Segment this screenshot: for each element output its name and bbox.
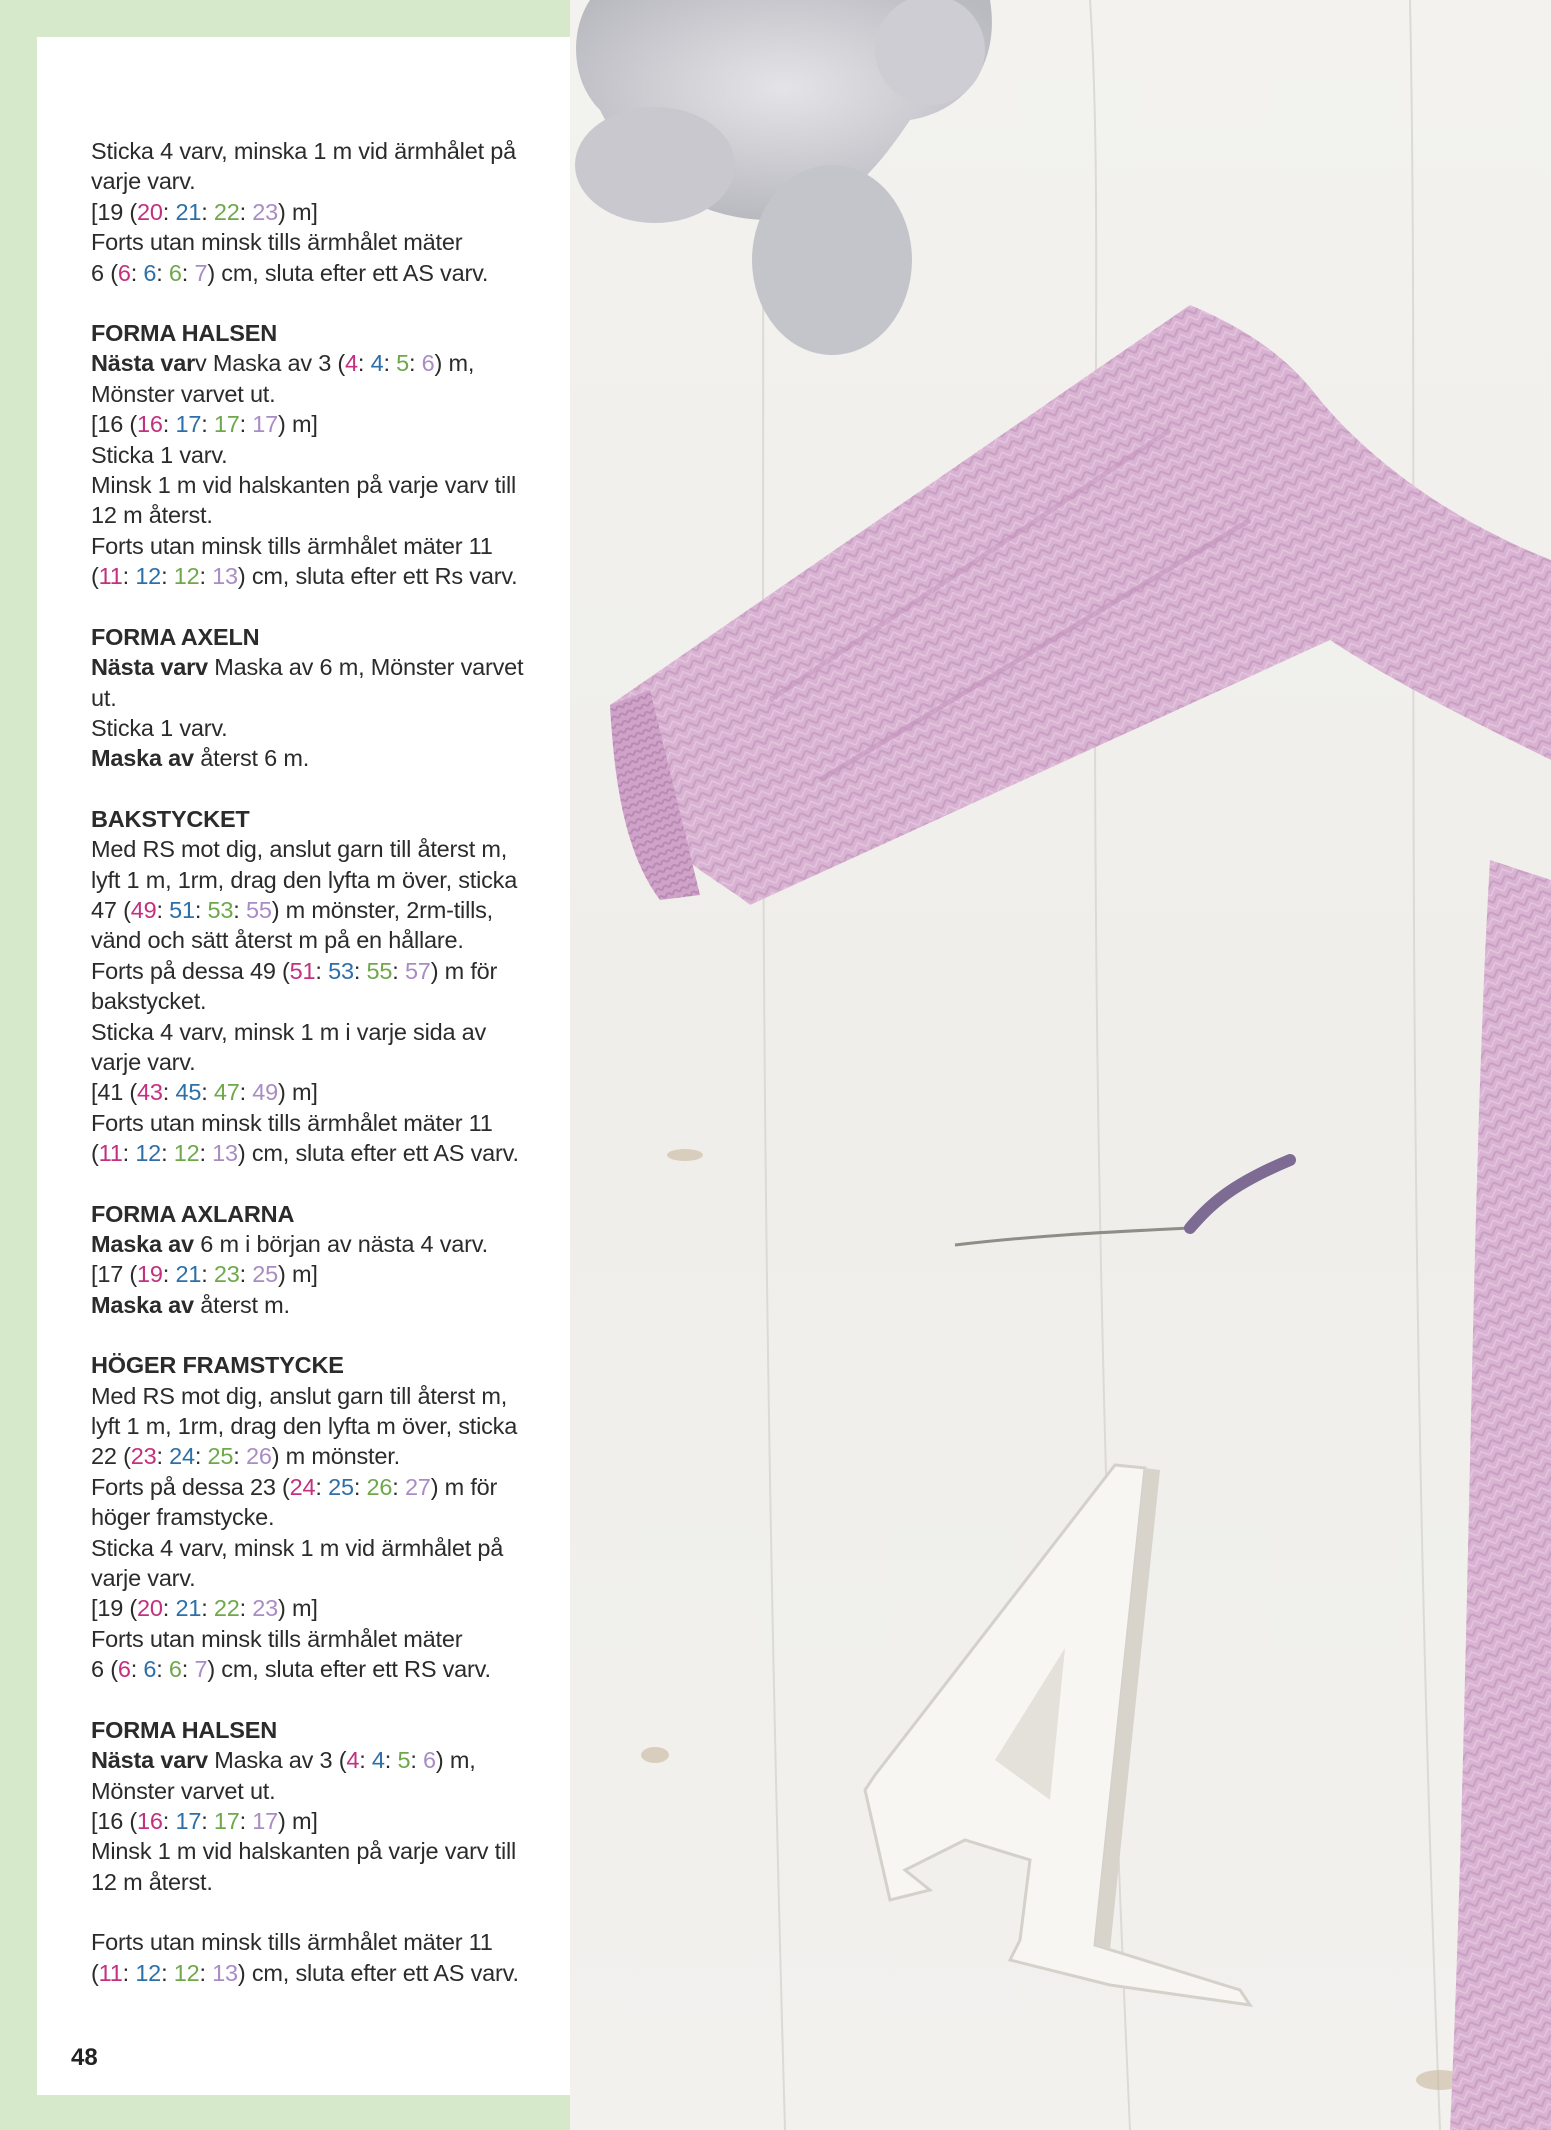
text-segment: Forts utan minsk tills ärmhålet mäter 11 bbox=[91, 1929, 493, 1956]
text-line bbox=[91, 715, 228, 741]
text-line bbox=[91, 411, 318, 437]
text-segment: Med RS mot dig, anslut garn till återst m, bbox=[91, 836, 508, 863]
text-segment: : bbox=[201, 1079, 214, 1106]
text-segment: : bbox=[161, 1140, 174, 1167]
size-value: 21 bbox=[175, 1261, 202, 1288]
bold-term: FORMA AXLARNA bbox=[91, 1200, 295, 1227]
size-value: 24 bbox=[169, 1443, 195, 1470]
text-line bbox=[91, 1808, 318, 1834]
size-value: 6 bbox=[117, 259, 131, 286]
text-segment: : bbox=[201, 1595, 214, 1622]
text-segment: : bbox=[162, 411, 176, 438]
text-line bbox=[91, 1443, 400, 1469]
text-line bbox=[91, 1535, 503, 1561]
size-value: 4 bbox=[346, 1747, 360, 1774]
text-segment: 47 ( bbox=[91, 896, 131, 923]
text-segment: : bbox=[315, 957, 329, 984]
size-value: 7 bbox=[194, 1656, 208, 1683]
instruction-paragraph bbox=[91, 136, 531, 288]
size-value: 21 bbox=[175, 198, 202, 225]
text-segment: Sticka 1 varv. bbox=[91, 714, 228, 741]
text-segment: : bbox=[162, 1261, 176, 1288]
bold-term: FORMA HALSEN bbox=[91, 1716, 278, 1743]
text-segment: 6 ( bbox=[91, 1656, 118, 1683]
size-value: 12 bbox=[173, 1959, 200, 1986]
text-line bbox=[91, 927, 464, 953]
text-line bbox=[91, 563, 517, 589]
text-segment: 12 m återst. bbox=[91, 502, 213, 529]
size-value: 45 bbox=[175, 1079, 202, 1106]
text-line bbox=[91, 654, 523, 680]
size-value: 17 bbox=[213, 411, 240, 438]
bold-term: Nästa varv bbox=[91, 654, 208, 681]
text-segment: 22 ( bbox=[91, 1443, 131, 1470]
text-segment: : bbox=[201, 198, 214, 225]
text-segment: : bbox=[161, 1959, 174, 1986]
instruction-paragraph bbox=[91, 1715, 531, 1897]
text-line bbox=[91, 958, 497, 984]
page-number: 48 bbox=[71, 2044, 98, 2071]
text-segment: lyft 1 m, 1rm, drag den lyfta m över, sticka bbox=[91, 866, 518, 893]
text-line bbox=[91, 350, 474, 376]
size-value: 26 bbox=[245, 1443, 272, 1470]
text-segment: höger framstycke. bbox=[91, 1504, 275, 1531]
text-segment: Maska av 3 ( bbox=[207, 1747, 347, 1774]
text-line bbox=[91, 1201, 294, 1227]
size-value: 12 bbox=[135, 1959, 162, 1986]
instruction-paragraph bbox=[91, 1927, 531, 1988]
size-value: 25 bbox=[252, 1261, 279, 1288]
text-segment: [19 ( bbox=[91, 198, 138, 225]
text-line bbox=[91, 1413, 517, 1439]
text-segment: ) m] bbox=[278, 1079, 318, 1106]
text-segment: Mönster varvet ut. bbox=[91, 1777, 276, 1804]
text-line bbox=[91, 1110, 493, 1136]
text-line bbox=[91, 1929, 493, 1955]
size-value: 7 bbox=[194, 259, 208, 286]
text-segment: återst 6 m. bbox=[193, 745, 310, 772]
text-line bbox=[91, 836, 507, 862]
size-value: 23 bbox=[252, 198, 279, 225]
size-value: 27 bbox=[404, 1473, 431, 1500]
text-segment: : bbox=[357, 350, 371, 377]
text-segment: Forts utan minsk tills ärmhålet mäter bbox=[91, 229, 463, 256]
size-value: 17 bbox=[175, 1807, 202, 1834]
bold-term: FORMA AXELN bbox=[91, 623, 260, 650]
text-segment: : bbox=[315, 1473, 329, 1500]
text-segment: ) m] bbox=[278, 198, 318, 225]
text-segment: varje varv. bbox=[91, 1565, 196, 1592]
size-value: 22 bbox=[213, 198, 240, 225]
text-line bbox=[91, 867, 517, 893]
text-line bbox=[91, 806, 250, 832]
text-line bbox=[91, 260, 488, 286]
size-value: 6 bbox=[117, 1656, 131, 1683]
text-segment: v Maska av 3 ( bbox=[195, 350, 346, 377]
size-value: 16 bbox=[137, 411, 163, 438]
size-value: 5 bbox=[396, 350, 409, 377]
text-segment: : bbox=[162, 1595, 176, 1622]
text-segment: Sticka 4 varv, minsk 1 m i varje sida av bbox=[91, 1018, 487, 1045]
text-line bbox=[91, 1626, 462, 1652]
text-segment: [16 ( bbox=[91, 411, 138, 438]
text-segment: : bbox=[233, 1443, 246, 1470]
text-segment: ) m för bbox=[430, 1473, 498, 1500]
size-value: 17 bbox=[252, 411, 279, 438]
text-line bbox=[91, 1595, 318, 1621]
text-segment: ) m] bbox=[278, 1807, 318, 1834]
size-value: 13 bbox=[212, 563, 238, 590]
size-value: 13 bbox=[212, 1959, 238, 1986]
text-line bbox=[91, 1140, 519, 1166]
text-line bbox=[91, 745, 309, 771]
size-value: 53 bbox=[207, 896, 234, 923]
size-value: 25 bbox=[207, 1443, 234, 1470]
size-value: 49 bbox=[252, 1079, 279, 1106]
text-segment: : bbox=[392, 1473, 405, 1500]
instruction-paragraph bbox=[91, 804, 531, 1169]
size-value: 11 bbox=[98, 1140, 123, 1167]
text-segment: : bbox=[130, 1656, 144, 1683]
product-photo bbox=[570, 0, 1551, 2130]
text-segment: : bbox=[384, 1747, 398, 1774]
text-segment: : bbox=[162, 198, 176, 225]
text-segment: ) m] bbox=[278, 1261, 318, 1288]
size-value: 24 bbox=[289, 1473, 316, 1500]
text-segment: : bbox=[353, 957, 367, 984]
text-segment: Med RS mot dig, anslut garn till återst m, bbox=[91, 1382, 508, 1409]
text-line bbox=[91, 502, 213, 528]
size-value: 16 bbox=[137, 1807, 163, 1834]
size-value: 51 bbox=[169, 896, 195, 923]
bold-term: FORMA HALSEN bbox=[91, 320, 278, 347]
text-segment: ut. bbox=[91, 684, 117, 711]
text-segment: 6 ( bbox=[91, 259, 118, 286]
text-segment: : bbox=[122, 1959, 136, 1986]
text-segment: Mönster varvet ut. bbox=[91, 380, 276, 407]
size-value: 49 bbox=[130, 896, 157, 923]
size-value: 11 bbox=[98, 1959, 123, 1986]
text-segment: ( bbox=[91, 1140, 99, 1167]
size-value: 53 bbox=[328, 957, 354, 984]
text-segment: ) m, bbox=[434, 350, 475, 377]
text-line bbox=[91, 472, 516, 498]
size-value: 43 bbox=[137, 1079, 163, 1106]
text-segment: : bbox=[156, 1443, 170, 1470]
text-segment: : bbox=[162, 1079, 176, 1106]
text-segment: Forts utan minsk tills ärmhålet mäter bbox=[91, 1625, 463, 1652]
text-line bbox=[91, 381, 275, 407]
text-segment: [16 ( bbox=[91, 1807, 138, 1834]
text-line bbox=[91, 138, 516, 164]
text-line bbox=[91, 1869, 213, 1895]
text-segment: återst m. bbox=[193, 1291, 290, 1318]
text-line bbox=[91, 1778, 275, 1804]
text-segment: : bbox=[156, 259, 169, 286]
text-line bbox=[91, 1656, 491, 1682]
text-segment: ) m] bbox=[278, 411, 318, 438]
text-line bbox=[91, 624, 259, 650]
text-segment: ) m mönster. bbox=[271, 1443, 400, 1470]
size-value: 6 bbox=[422, 1747, 436, 1774]
text-segment: : bbox=[181, 1656, 195, 1683]
text-segment: : bbox=[239, 1807, 253, 1834]
size-value: 4 bbox=[370, 350, 384, 377]
size-value: 12 bbox=[135, 563, 162, 590]
text-segment: Sticka 1 varv. bbox=[91, 441, 228, 468]
text-segment: : bbox=[199, 1959, 213, 1986]
text-segment: : bbox=[199, 1140, 213, 1167]
lavender-sprig bbox=[955, 1160, 1290, 1245]
size-value: 6 bbox=[168, 259, 182, 286]
text-segment: ) m för bbox=[430, 957, 498, 984]
text-segment: lyft 1 m, 1rm, drag den lyfta m över, sticka bbox=[91, 1413, 518, 1440]
size-value: 20 bbox=[137, 1595, 163, 1622]
text-segment: bakstycket. bbox=[91, 988, 207, 1015]
size-value: 17 bbox=[252, 1807, 279, 1834]
text-segment: Forts på dessa 23 ( bbox=[91, 1473, 290, 1500]
text-segment: : bbox=[122, 563, 136, 590]
photo-illustration bbox=[570, 0, 1551, 2130]
size-value: 12 bbox=[173, 1140, 200, 1167]
instruction-paragraph bbox=[91, 1350, 531, 1684]
bold-term: HÖGER FRAMSTYCKE bbox=[91, 1352, 344, 1379]
text-segment: : bbox=[359, 1747, 372, 1774]
text-segment: Maska av 6 m, Mönster varvet bbox=[207, 654, 524, 681]
text-segment: : bbox=[201, 411, 214, 438]
text-line bbox=[91, 1717, 277, 1743]
text-line bbox=[91, 1261, 318, 1287]
text-line bbox=[91, 320, 277, 346]
text-segment: Forts utan minsk tills ärmhålet mäter 11 bbox=[91, 532, 493, 559]
text-segment: : bbox=[239, 411, 253, 438]
instruction-paragraph bbox=[91, 1199, 531, 1321]
text-segment: [17 ( bbox=[91, 1261, 138, 1288]
text-segment: : bbox=[194, 1443, 208, 1470]
text-segment: ( bbox=[91, 563, 99, 590]
plush-bunny bbox=[575, 0, 992, 355]
text-segment: ) m mönster, 2rm-tills, bbox=[271, 896, 493, 923]
size-value: 19 bbox=[137, 1261, 163, 1288]
size-value: 21 bbox=[175, 1595, 202, 1622]
text-line bbox=[91, 1049, 195, 1075]
text-segment: : bbox=[239, 1079, 253, 1106]
size-value: 20 bbox=[137, 198, 163, 225]
text-segment: ) cm, sluta efter ett AS varv. bbox=[207, 259, 489, 286]
size-value: 6 bbox=[421, 350, 435, 377]
text-segment: varje varv. bbox=[91, 1048, 196, 1075]
text-segment: : bbox=[194, 896, 208, 923]
text-line bbox=[91, 1838, 516, 1864]
size-value: 57 bbox=[404, 957, 431, 984]
size-value: 6 bbox=[168, 1656, 182, 1683]
text-line bbox=[91, 897, 493, 923]
size-value: 47 bbox=[213, 1079, 240, 1106]
text-segment: Sticka 4 varv, minsk 1 m vid ärmhålet på bbox=[91, 1534, 504, 1561]
text-segment: : bbox=[239, 1595, 253, 1622]
text-segment: : bbox=[201, 1261, 214, 1288]
text-segment: Sticka 4 varv, minska 1 m vid ärmhålet på bbox=[91, 138, 516, 164]
text-segment: : bbox=[410, 1747, 423, 1774]
size-value: 17 bbox=[213, 1807, 240, 1834]
text-segment: : bbox=[353, 1473, 367, 1500]
text-line bbox=[91, 1565, 195, 1591]
text-segment: ) m] bbox=[278, 1595, 318, 1622]
text-segment: ) cm, sluta efter ett Rs varv. bbox=[237, 563, 518, 590]
text-line bbox=[91, 1960, 519, 1986]
text-segment: : bbox=[181, 259, 195, 286]
text-line bbox=[91, 1474, 497, 1500]
text-segment: : bbox=[233, 896, 246, 923]
text-line bbox=[91, 685, 117, 711]
text-segment: : bbox=[156, 1656, 169, 1683]
text-segment: : bbox=[239, 1261, 253, 1288]
text-line bbox=[91, 1352, 344, 1378]
text-segment: : bbox=[409, 350, 422, 377]
text-line bbox=[91, 199, 318, 225]
bold-term: BAKSTYCKET bbox=[91, 805, 250, 832]
size-value: 12 bbox=[135, 1140, 162, 1167]
text-segment: Forts på dessa 49 ( bbox=[91, 957, 290, 984]
text-segment: : bbox=[156, 896, 170, 923]
size-value: 12 bbox=[173, 563, 200, 590]
text-segment: ) cm, sluta efter ett AS varv. bbox=[237, 1959, 519, 1986]
size-value: 4 bbox=[345, 350, 358, 377]
size-value: 11 bbox=[98, 563, 123, 590]
bold-term: Maska av bbox=[91, 1231, 194, 1257]
text-segment: 6 m i början av nästa 4 varv. bbox=[193, 1231, 488, 1257]
bold-term: Nästa var bbox=[91, 350, 196, 377]
pattern-instructions bbox=[91, 136, 531, 2018]
bold-term: Maska av bbox=[91, 1291, 194, 1318]
text-segment: 12 m återst. bbox=[91, 1868, 213, 1895]
text-segment: [19 ( bbox=[91, 1595, 138, 1622]
size-value: 5 bbox=[397, 1747, 411, 1774]
size-value: 55 bbox=[245, 896, 272, 923]
text-segment: : bbox=[392, 957, 405, 984]
size-value: 13 bbox=[212, 1140, 238, 1167]
text-segment: : bbox=[130, 259, 144, 286]
size-value: 6 bbox=[143, 259, 157, 286]
size-value: 51 bbox=[289, 957, 316, 984]
bold-term: Maska av bbox=[91, 745, 194, 772]
size-value: 23 bbox=[130, 1443, 157, 1470]
wooden-letter-a bbox=[865, 1465, 1250, 2005]
text-line bbox=[91, 442, 228, 468]
text-segment: : bbox=[162, 1807, 176, 1834]
text-segment: : bbox=[383, 350, 397, 377]
size-value: 23 bbox=[252, 1595, 279, 1622]
text-line bbox=[91, 1231, 488, 1257]
text-segment: ) cm, sluta efter ett AS varv. bbox=[237, 1140, 519, 1167]
text-segment: Minsk 1 m vid halskanten på varje varv till bbox=[91, 1838, 517, 1865]
text-line bbox=[91, 533, 493, 559]
instruction-paragraph bbox=[91, 318, 531, 592]
text-segment: : bbox=[199, 563, 213, 590]
size-value: 25 bbox=[328, 1473, 354, 1500]
text-segment: varje varv. bbox=[91, 168, 196, 195]
text-segment: : bbox=[122, 1140, 136, 1167]
text-line bbox=[91, 1383, 507, 1409]
text-segment: vänd och sätt återst m på en hållare. bbox=[91, 927, 464, 954]
size-value: 23 bbox=[213, 1261, 240, 1288]
text-segment: ) cm, sluta efter ett RS varv. bbox=[207, 1656, 491, 1683]
text-line bbox=[91, 1292, 290, 1318]
text-line bbox=[91, 988, 206, 1014]
instruction-paragraph bbox=[91, 622, 531, 774]
size-value: 17 bbox=[175, 411, 202, 438]
text-segment: : bbox=[161, 563, 174, 590]
text-line bbox=[91, 229, 462, 255]
text-line bbox=[91, 1504, 274, 1530]
text-line bbox=[91, 1019, 486, 1045]
text-line bbox=[91, 1747, 476, 1773]
text-segment: Minsk 1 m vid halskanten på varje varv till bbox=[91, 472, 517, 499]
text-segment: : bbox=[201, 1807, 214, 1834]
text-segment: [41 ( bbox=[91, 1079, 138, 1106]
size-value: 55 bbox=[366, 957, 393, 984]
size-value: 6 bbox=[143, 1656, 157, 1683]
size-value: 4 bbox=[371, 1747, 385, 1774]
size-value: 26 bbox=[366, 1473, 393, 1500]
text-segment: : bbox=[239, 198, 253, 225]
text-segment: ( bbox=[91, 1959, 99, 1986]
text-line bbox=[91, 1079, 318, 1105]
text-segment: Forts utan minsk tills ärmhålet mäter 11 bbox=[91, 1109, 493, 1136]
bold-term: Nästa varv bbox=[91, 1747, 208, 1774]
text-segment: ) m, bbox=[435, 1747, 476, 1774]
text-line bbox=[91, 168, 195, 194]
size-value: 22 bbox=[213, 1595, 240, 1622]
